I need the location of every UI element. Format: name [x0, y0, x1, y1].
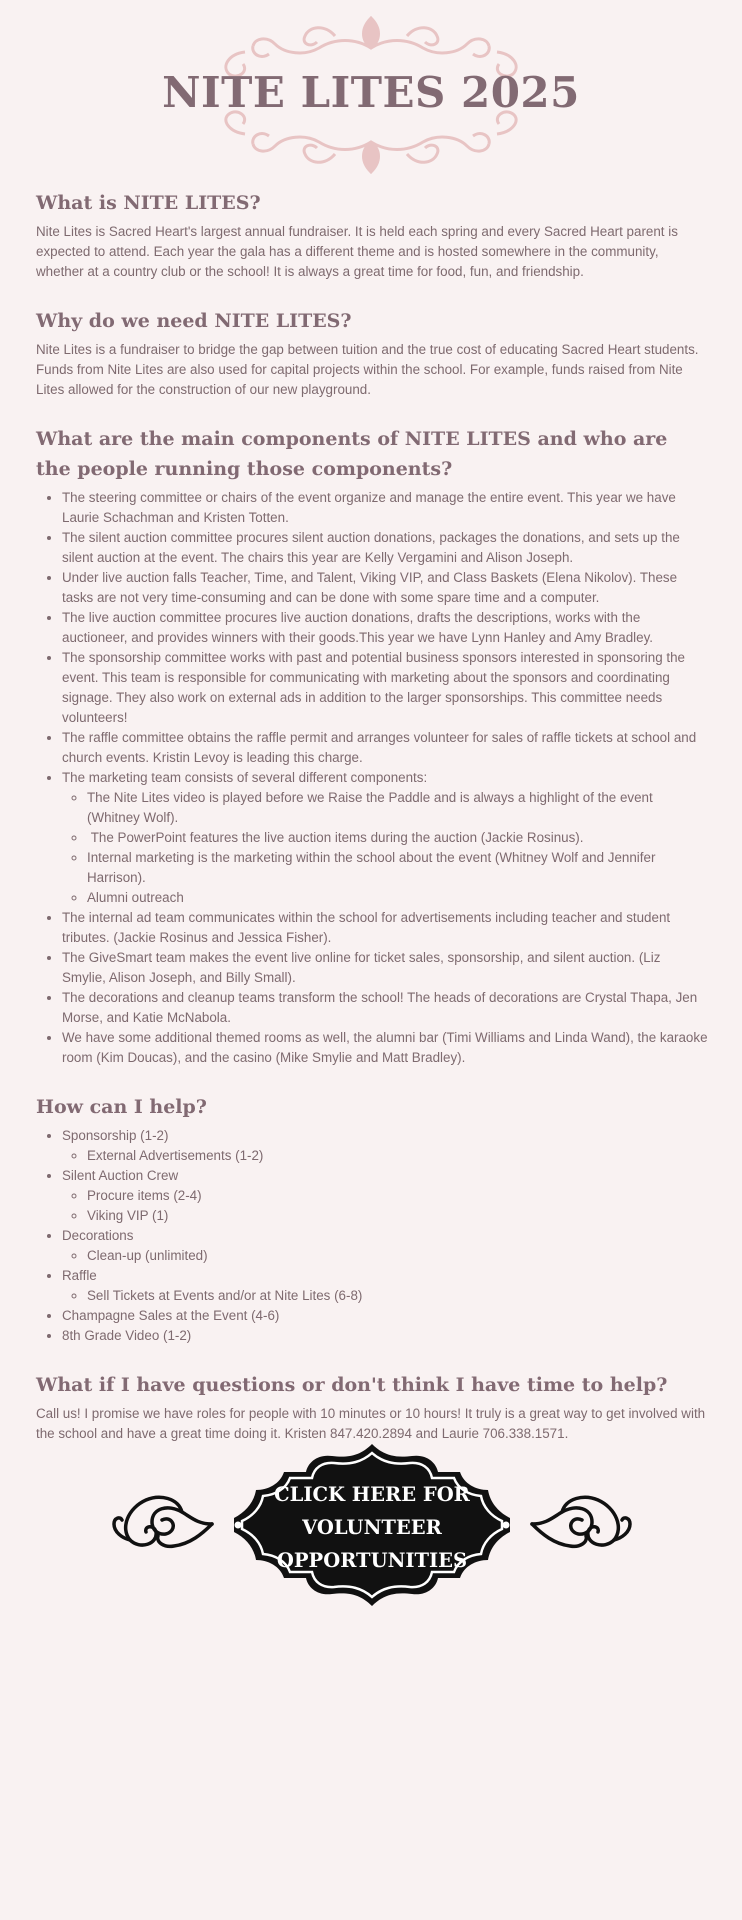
cta-line: VOLUNTEER	[302, 1516, 442, 1539]
help-list	[36, 1126, 708, 1346]
section-heading: Why do we need NITE LITES?	[36, 310, 352, 332]
section-components	[36, 424, 708, 1068]
header	[0, 0, 742, 180]
section-heading: How can I help?	[36, 1096, 207, 1118]
page-title: NITE LITES 2025	[162, 68, 580, 117]
list-item-label: Sponsorship (1-2)	[62, 1128, 169, 1143]
cta-line: OPPORTUNITIES	[276, 1549, 468, 1572]
content	[36, 188, 708, 1468]
section-questions	[36, 1370, 708, 1444]
list-item-marketing	[62, 768, 708, 908]
list-item: • The internal ad team communicates within the school for advertisements including teacher and student tributes. (Jackie Rosinus and Jessica Fisher).	[62, 908, 708, 948]
section-what	[36, 188, 708, 282]
section-body: Call us! I promise we have roles for people with 10 minutes or 10 hours! It truly is a great way to get involved with the school and have a great time doing it. Kristen 847.420.2894 and Laurie 706.338.1571.	[36, 1406, 706, 1441]
cta-line: CLICK HERE FOR	[274, 1483, 470, 1506]
help-sublist	[62, 1146, 708, 1166]
left-flourish-icon	[108, 1488, 216, 1558]
list-item-label: Decorations	[62, 1228, 134, 1243]
sub-list-item: ◦ Alumni outreach	[87, 888, 708, 908]
sub-list-item: ◦ Internal marketing is the marketing within the school about the event (Whitney Wolf and Jennifer Harrison).	[87, 848, 708, 888]
help-sublist	[62, 1286, 708, 1306]
sub-list-item: ◦ Viking VIP (1)	[87, 1206, 708, 1226]
help-sublist	[62, 1246, 708, 1266]
list-item: • Champagne Sales at the Event (4-6)	[62, 1306, 708, 1326]
sub-list-item: ◦ The Nite Lites video is played before we Raise the Paddle and is always a highlight of the event (Whitney Wolf).	[87, 788, 708, 828]
list-item: • Under live auction falls Teacher, Time, and Talent, Viking VIP, and Class Baskets (Elena Nikolov). These tasks are not very time-consuming and can be done with some spare time and a computer.	[62, 568, 708, 608]
right-flourish-icon	[528, 1488, 636, 1558]
sub-list-item: ◦ Procure items (2-4)	[87, 1186, 708, 1206]
components-list	[36, 488, 708, 1068]
list-item: • The silent auction committee procures silent auction donations, packages the donations, and sets up the silent auction at the event. The chairs this year are Kelly Vergamini and Alison Joseph.	[62, 528, 708, 568]
sub-list-item: ◦ Sell Tickets at Events and/or at Nite Lites (6-8)	[87, 1286, 708, 1306]
list-item: • The decorations and cleanup teams transform the school! The heads of decorations are Crystal Thapa, Jen Morse, and Katie McNabola.	[62, 988, 708, 1028]
list-item	[62, 1226, 708, 1266]
list-item	[62, 1266, 708, 1306]
cta-area	[0, 1440, 742, 1620]
section-body: Nite Lites is Sacred Heart's largest annual fundraiser. It is held each spring and every Sacred Heart parent is expected to attend. Each year the gala has a different theme and is hosted somewhere in the community, whether at a country club or the school! It is always a great time for food, fun, and friendship.	[36, 224, 678, 279]
section-help	[36, 1092, 708, 1346]
list-item: • We have some additional themed rooms as well, the alumni bar (Timi Williams and Linda Wand), the karaoke room (Kim Doucas), and the casino (Mike Smylie and Matt Bradley).	[62, 1028, 708, 1068]
help-sublist	[62, 1186, 708, 1226]
section-heading: What is NITE LITES?	[36, 192, 261, 214]
list-item: • The steering committee or chairs of the event organize and manage the entire event. This year we have Laurie Schachman and Kristen Totten.	[62, 488, 708, 528]
list-item-label: The marketing team consists of several different components:	[62, 770, 428, 785]
list-item-label: Silent Auction Crew	[62, 1168, 179, 1183]
list-item: • The raffle committee obtains the raffle permit and arranges volunteer for sales of raffle tickets at school and church events. Kristin Levoy is leading this charge.	[62, 728, 708, 768]
marketing-sublist	[62, 788, 708, 908]
sub-list-item: ◦ External Advertisements (1-2)	[87, 1146, 708, 1166]
volunteer-button-label	[228, 1478, 516, 1577]
section-heading: What if I have questions or don't think I have time to help?	[36, 1374, 668, 1396]
list-item-label: Raffle	[62, 1268, 97, 1283]
sub-list-item: ◦ Clean-up (unlimited)	[87, 1246, 708, 1266]
sub-list-item: ◦ The PowerPoint features the live auction items during the auction (Jackie Rosinus).	[87, 828, 708, 848]
list-item: • The sponsorship committee works with past and potential business sponsors interested in sponsoring the event. This team is responsible for communicating with marketing about the sponsors and coordinating signage. They also work on external ads in addition to the larger sponsorships. This committee needs volunteers!	[62, 648, 708, 728]
section-heading: What are the main components of NITE LITES and who are the people running those components?	[36, 428, 668, 480]
list-item: • The live auction committee procures live auction donations, drafts the descriptions, works with the auctioneer, and provides winners with their goods.This year we have Lynn Hanley and Amy Bradley.	[62, 608, 708, 648]
list-item: • 8th Grade Video (1-2)	[62, 1326, 708, 1346]
list-item	[62, 1166, 708, 1226]
section-why	[36, 306, 708, 400]
section-body: Nite Lites is a fundraiser to bridge the gap between tuition and the true cost of educating Sacred Heart students. Funds from Nite Lites are also used for capital projects within the school. For example, funds raised from Nite Lites allowed for the construction of our new playground.	[36, 342, 699, 397]
list-item	[62, 1126, 708, 1166]
list-item: • The GiveSmart team makes the event live online for ticket sales, sponsorship, and silent auction. (Liz Smylie, Alison Joseph, and Billy Small).	[62, 948, 708, 988]
volunteer-button[interactable]	[228, 1440, 516, 1610]
